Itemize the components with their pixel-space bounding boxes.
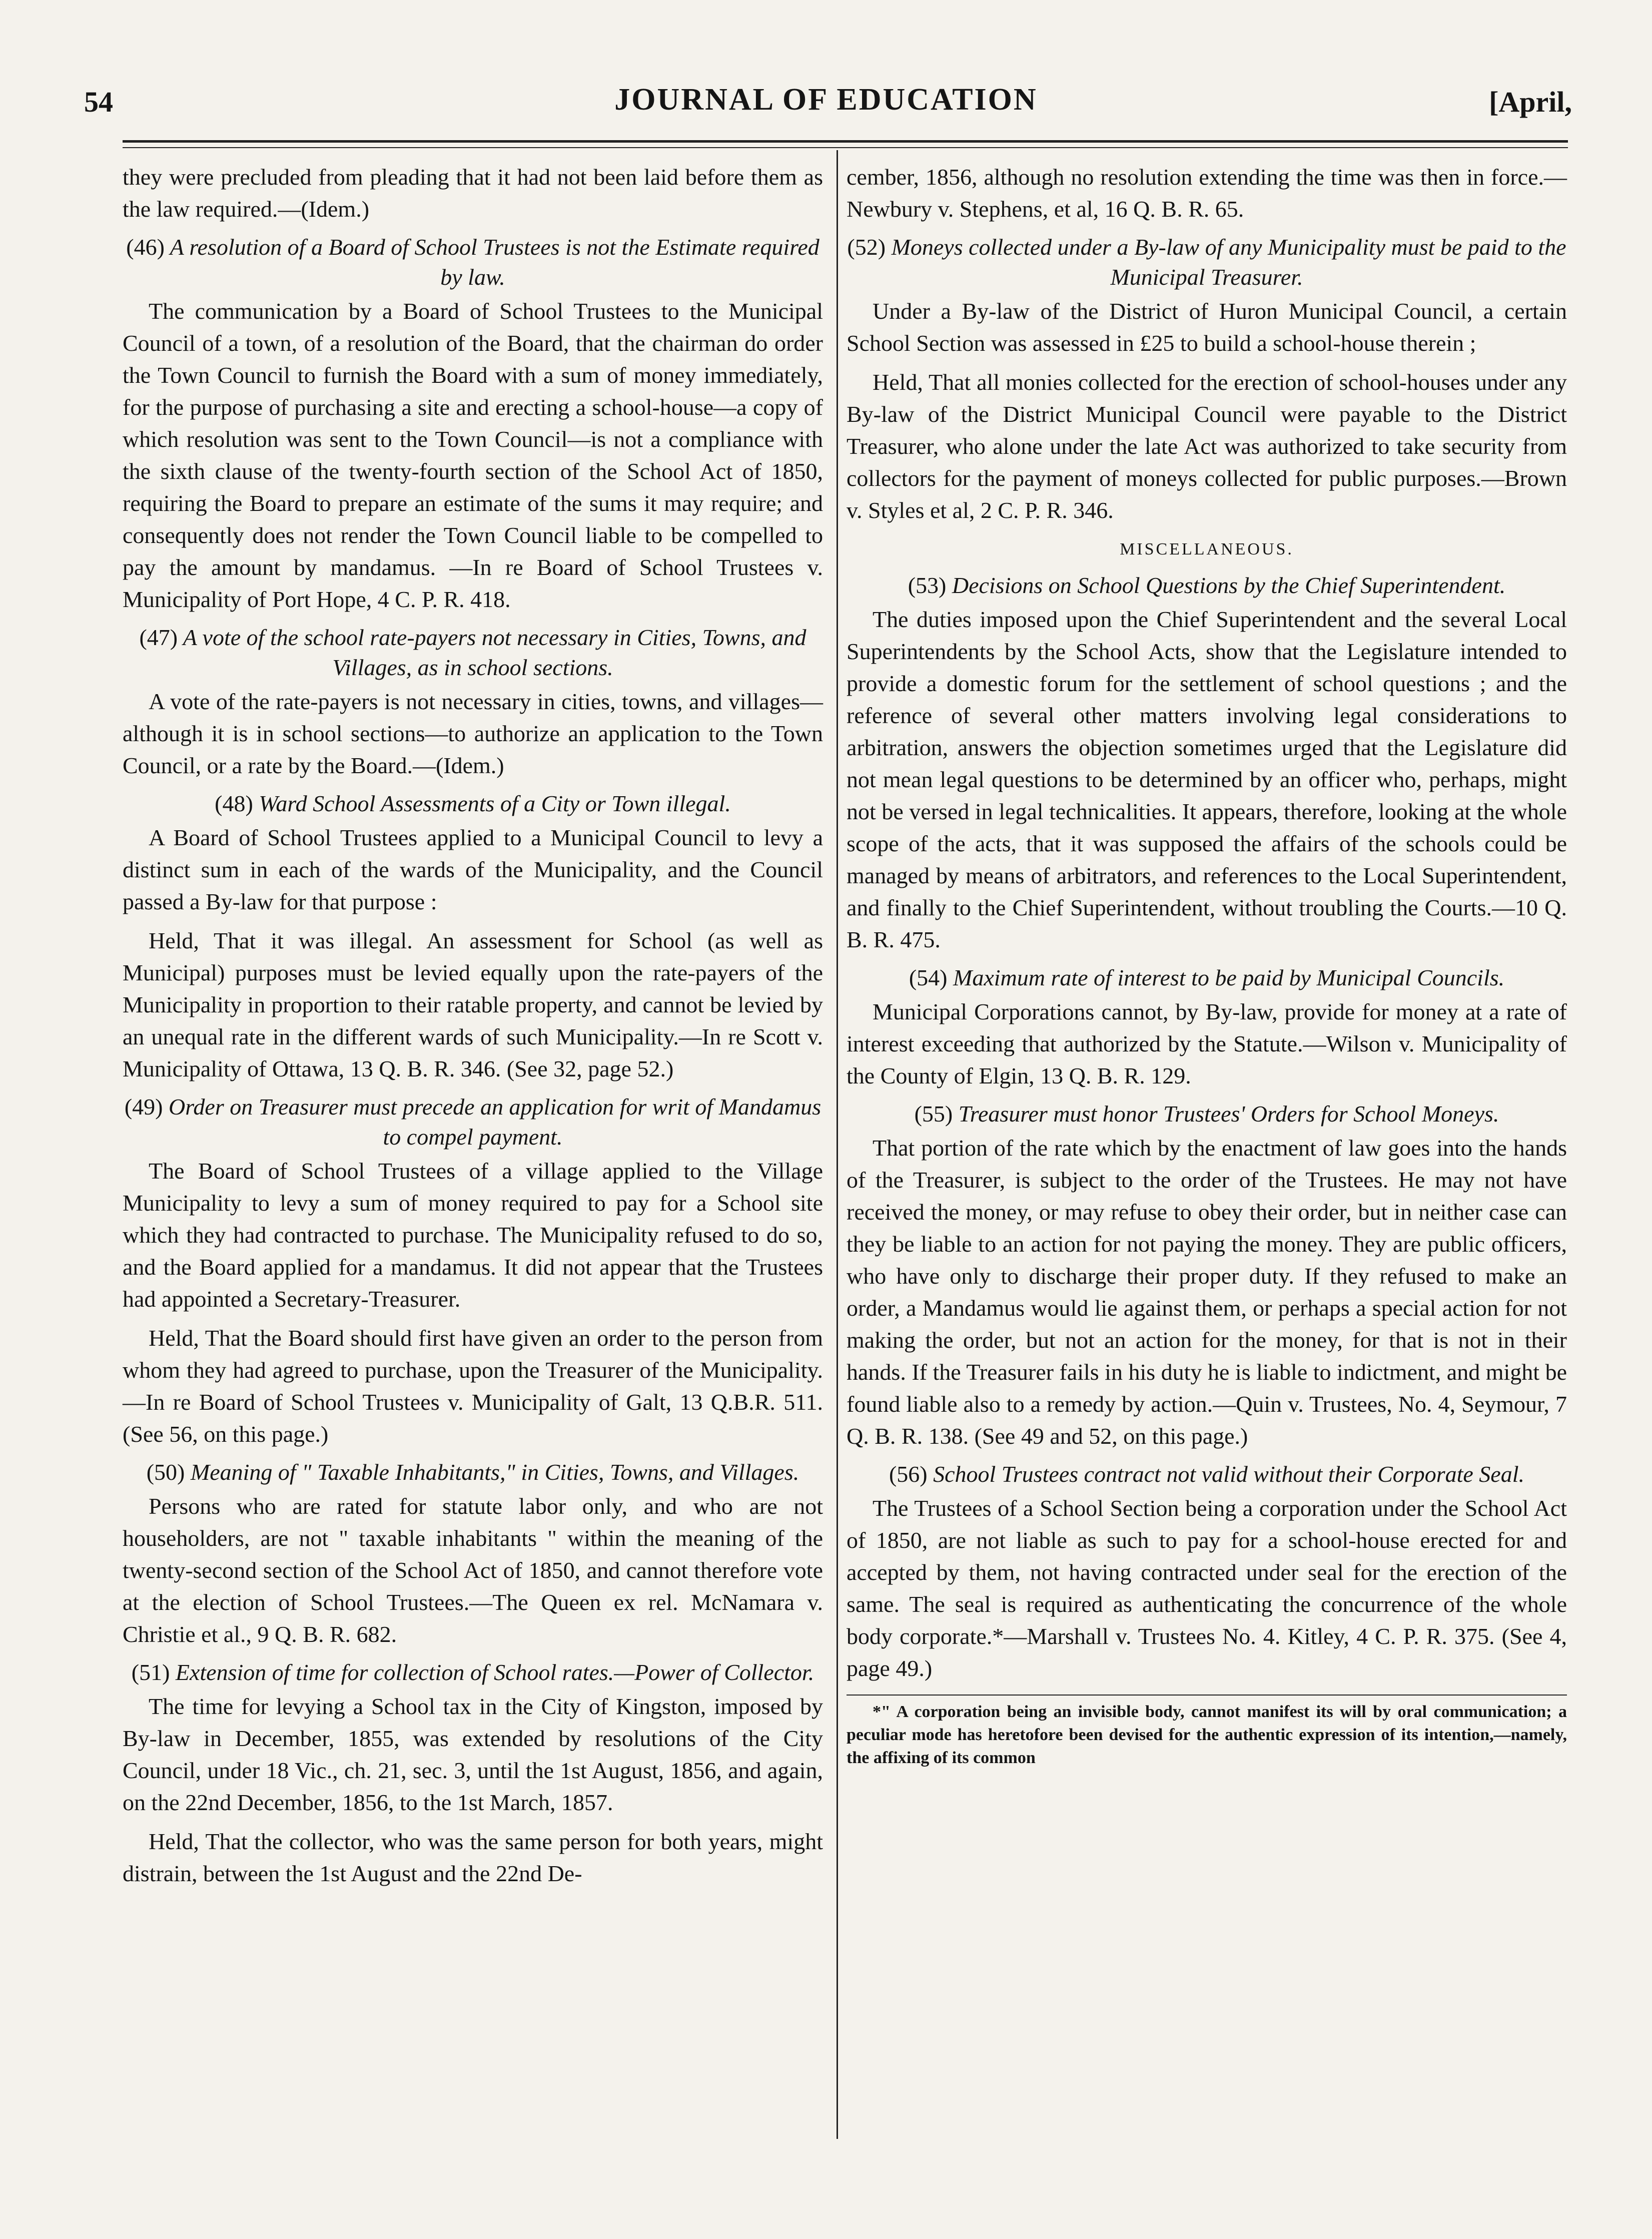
running-month: [April, [1489,86,1572,118]
paragraph: Under a By-law of the District of Huron Municipal Council, a certain School Section was assessed in £25 to build a school-house therein ; [847,298,1567,356]
footnote-rule [847,1695,1567,1696]
case-number: (53) [908,573,947,598]
case-number: (48) [215,791,253,816]
case-title: Moneys collected under a By-law of any Municipality must be paid to the Municipal Treasurer. [891,234,1566,290]
case-heading [847,1099,1567,1129]
paragraph: The duties imposed upon the Chief Superintendent and the several Local Superintendents by the School Acts, show that the Legislature intended to provide a domestic forum for the settlement of school questions ; and the reference of several other matters involving legal considerations to arbitration, answers the objection sometimes urged that the Legislature did not mean legal questions to be determined by an officer who, perhaps, might not be versed in legal technicalities. It appears, therefore, looking at the whole scope of the acts, that it was supposed the affairs of the schools could be managed by means of arbitrators, and references to the Local Superintendent, and finally to the Chief Superintendent, without troubling the Courts.—10 Q. B. R. 475. [847,607,1567,952]
case-number: (54) [909,965,948,990]
case-title: Decisions on School Questions by the Chief Superintendent. [952,573,1506,598]
paragraph: The communication by a Board of School Trustees to the Municipal Council of a town, of a resolution of the Board, that the chairman do order the Town Council to furnish the Board with a sum of money immediately, for the purpose of purchasing a site and erecting a school-house—a copy of which resolution was sent to the Town Council—is not a compliance with the sixth clause of the twenty-fourth section of the School Act of 1850, requiring the Board to prepare an estimate of the sums it may require; and consequently does not render the Town Council liable to be compelled to pay the amount by mandamus. —In re Board of School Trustees v. Municipality of Port Hope, 4 C. P. R. 418. [123,298,823,612]
column-divider [837,150,838,2139]
right-column [847,161,1567,1777]
case-heading [123,232,823,292]
paragraph: cember, 1856, although no resolution extending the time was then in force.—Newbury v. Stephens, et al, 16 Q. B. R. 65. [847,164,1567,222]
case-title: School Trustees contract not valid without their Corporate Seal. [933,1461,1525,1487]
page-number: 54 [84,86,113,118]
paragraph: The time for levying a School tax in the City of Kingston, imposed by By-law in December, 1855, was extended by resolutions of the City Council, under 18 Vic., ch. 21, sec. 3, until the 1st August, 1856, and again, on the 22nd December, 1856, to the 1st March, 1857. [123,1694,823,1815]
paragraph: The Trustees of a School Section being a corporation under the School Act of 1850, are not liable as such to pay for a school-house erected for and accepted by them, not having contracted under seal for the erection of the same. The seal is required as authenticating the concurrence of the whole body corporate.*—Marshall v. Trustees No. 4. Kitley, 4 C. P. R. 375. (See 4, page 49.) [847,1495,1567,1681]
case-number: (47) [139,625,178,650]
case-title: Meaning of " Taxable Inhabitants," in Cities, Towns, and Villages. [190,1459,799,1485]
case-heading [123,789,823,819]
paragraph: A vote of the rate-payers is not necessary in cities, towns, and villages—although it is in school sections—to authorize an application to the Town Council, or a rate by the Board.—(Idem.) [123,689,823,778]
case-number: (49) [124,1094,163,1120]
case-heading [123,1092,823,1152]
header-rule-thin [123,147,1568,148]
case-title: Extension of time for collection of School rates.—Power of Collector. [175,1659,814,1685]
left-column [123,161,823,1897]
case-heading [847,571,1567,601]
paragraph: they were precluded from pleading that it had not been laid before them as the law required.—(Idem.) [123,164,823,222]
paragraph: Persons who are rated for statute labor only, and who are not householders, are not " taxable inhabitants " within the meaning of the twenty-second section of the School Act of 1850, and cannot therefore vote at the election of School Trustees.—The Queen ex rel. McNamara v. Christie et al., 9 Q. B. R. 682. [123,1493,823,1647]
case-number: (46) [126,234,165,260]
case-title: Treasurer must honor Trustees' Orders for School Moneys. [958,1101,1499,1127]
case-heading [847,963,1567,993]
case-number: (50) [146,1459,185,1485]
section-subheading: MISCELLANEOUS. [1120,540,1294,558]
case-number: (51) [131,1659,170,1685]
case-heading [847,1459,1567,1489]
case-number: (56) [889,1461,928,1487]
page-header [75,80,1577,130]
footnote: *" A corporation being an invisible body, cannot manifest its will by oral communication; a peculiar mode has heretofore been devised for the authentic expression of its intention,—namely, the affixing of its common [847,1703,1567,1767]
running-title: JOURNAL OF EDUCATION [614,83,1038,117]
case-title: Maximum rate of interest to be paid by Municipal Councils. [953,965,1505,990]
paragraph: Held, That the Board should first have given an order to the person from whom they had agreed to purchase, upon the Treasurer of the Municipality.—In re Board of School Trustees v. Municipality of Galt, 13 Q.B.R. 511. (See 56, on this page.) [123,1325,823,1447]
paragraph: That portion of the rate which by the enactment of law goes into the hands of the Treasurer, is subject to the order of the Trustees. He may not have received the money, or may refuse to obey their order, but in neither case can they be liable to an action for not paying the money. They are public officers, who have only to discharge their proper duty. If they refused to make an order, a Mandamus would lie against them, or perhaps a special action for not making the order, but not an action for the money, for that is not in their hands. If the Treasurer fails in his duty he is liable to indictment, and might be found liable also to a remedy by action.—Quin v. Trustees, No. 4, Seymour, 7 Q. B. R. 138. (See 49 and 52, on this page.) [847,1135,1567,1449]
case-title: A vote of the school rate-payers not necessary in Cities, Towns, and Villages, as in school sections. [183,625,806,680]
paragraph: Held, That it was illegal. An assessment for School (as well as Municipal) purposes must be levied equally upon the rate-payers of the Municipality in proportion to their ratable property, and cannot be levied by an unequal rate in the different wards of such Municipality.—In re Scott v. Municipality of Ottawa, 13 Q. B. R. 346. (See 32, page 52.) [123,928,823,1081]
case-number: (55) [914,1101,953,1127]
case-heading [123,623,823,683]
paragraph: Held, That all monies collected for the erection of school-houses under any By-law of the District Municipal Council were payable to the District Treasurer, who alone under the late Act was authorized to take security from collectors for the payment of moneys collected for public purposes.—Brown v. Styles et al, 2 C. P. R. 346. [847,369,1567,523]
case-title: Order on Treasurer must precede an application for writ of Mandamus to compel payment. [168,1094,821,1150]
case-heading [847,232,1567,292]
header-rule [123,140,1568,143]
case-title: A resolution of a Board of School Trustees is not the Estimate required by law. [170,234,819,290]
paragraph: A Board of School Trustees applied to a Municipal Council to levy a distinct sum in each of the wards of the Municipality, and the Council passed a By-law for that purpose : [123,825,823,914]
case-heading [123,1657,823,1688]
paragraph: Held, That the collector, who was the same person for both years, might distrain, between the 1st August and the 22nd De- [123,1829,823,1886]
paragraph: The Board of School Trustees of a village applied to the Village Municipality to levy a sum of money required to pay for a School site which they had contracted to purchase. The Municipality refused to do so, and the Board applied for a mandamus. It did not appear that the Trustees had appointed a Secretary-Treasurer. [123,1158,823,1312]
case-title: Ward School Assessments of a City or Town illegal. [259,791,731,816]
paragraph: Municipal Corporations cannot, by By-law, provide for money at a rate of interest exceeding that authorized by the Statute.—Wilson v. Municipality of the County of Elgin, 13 Q. B. R. 129. [847,999,1567,1088]
case-heading [123,1457,823,1487]
case-number: (52) [847,234,886,260]
